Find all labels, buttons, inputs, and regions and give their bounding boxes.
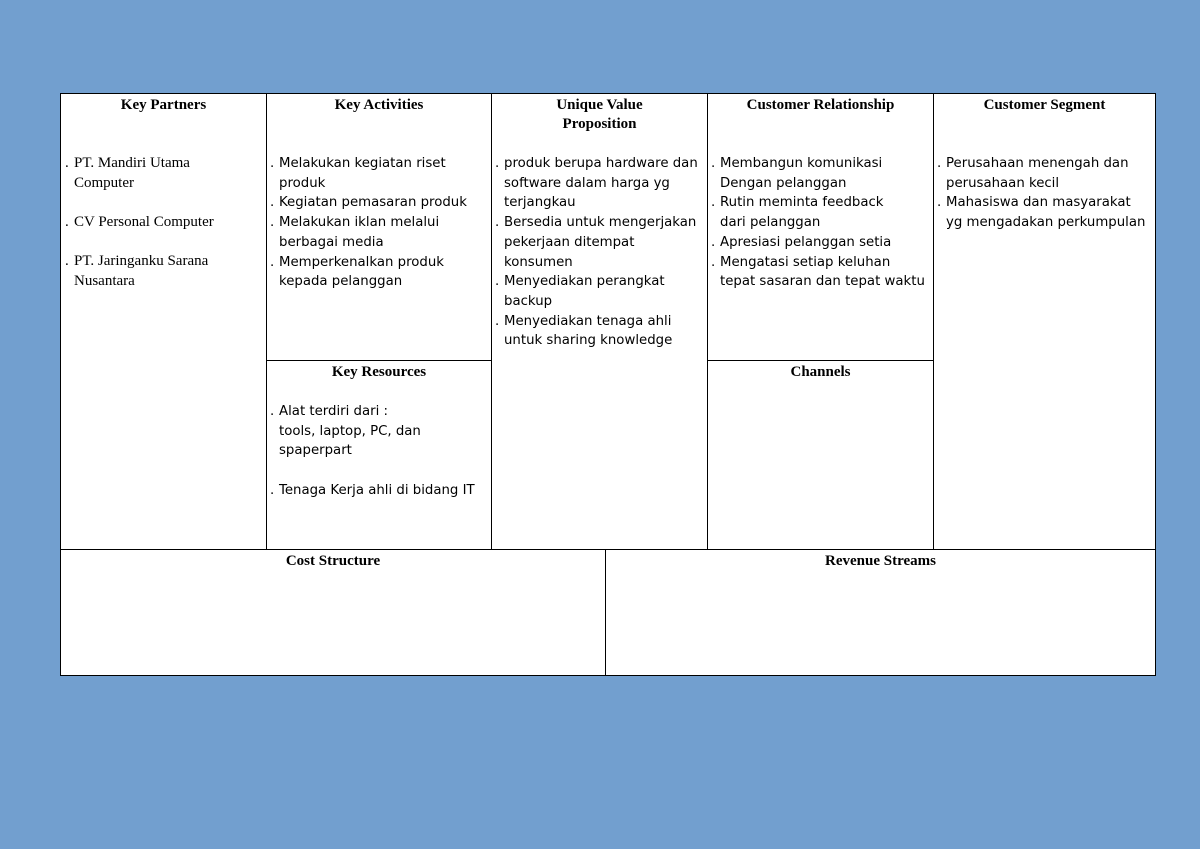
customer-relationship-title: Customer Relationship — [746, 97, 895, 113]
list-item: . Tenaga Kerja ahli di bidang IT — [270, 481, 492, 501]
customer-segment-list — [937, 154, 1155, 233]
channels-title: Channels — [790, 364, 851, 380]
list-item: . PT. Jaringanku Sarana Nusantara — [65, 252, 263, 291]
key-resources-list — [270, 402, 492, 501]
list-item: . Bersedia untuk mengerjakan pekerjaan ditempat konsumen — [495, 213, 707, 272]
channels-block — [707, 360, 934, 550]
list-item: . Perusahaan menengah dan perusahaan kecil — [937, 154, 1155, 193]
list-item: . Alat terdiri dari : tools, laptop, PC, dan spaperpart — [270, 402, 492, 461]
list-item: . PT. Mandiri Utama Computer — [65, 154, 263, 193]
key-activities-list — [270, 154, 492, 292]
list-item: . produk berupa hardware dan software dalam harga yg terjangkau — [495, 154, 707, 213]
customer-relationship-block — [707, 93, 934, 361]
list-item: . Apresiasi pelanggan setia — [711, 233, 933, 253]
key-partners-list — [65, 154, 263, 292]
revenue-streams-title: Revenue Streams — [825, 553, 936, 569]
list-item: . CV Personal Computer — [65, 213, 263, 233]
list-item: . Menyediakan perangkat backup — [495, 272, 707, 311]
list-item: . Mahasiswa dan masyarakat yg mengadakan perkumpulan — [937, 193, 1155, 232]
business-model-canvas — [60, 93, 1156, 676]
list-item: . Memperkenalkan produk kepada pelanggan — [270, 253, 492, 292]
revenue-streams-block — [605, 549, 1156, 676]
list-item: . Melakukan iklan melalui berbagai media — [270, 213, 492, 252]
customer-segment-block — [933, 93, 1156, 550]
list-item: . Menyediakan tenaga ahli untuk sharing knowledge — [495, 312, 707, 351]
value-proposition-block — [491, 93, 708, 550]
customer-segment-title: Customer Segment — [983, 97, 1106, 113]
list-item: . Membangun komunikasi Dengan pelanggan — [711, 154, 933, 193]
list-item: . Rutin meminta feedback dari pelanggan — [711, 193, 933, 232]
list-item: . Mengatasi setiap keluhan tepat sasaran dan tepat waktu — [711, 253, 933, 292]
key-partners-title: Key Partners — [120, 97, 207, 113]
key-activities-title: Key Activities — [334, 97, 424, 113]
cost-structure-title: Cost Structure — [285, 553, 381, 569]
key-resources-block — [266, 360, 492, 550]
key-activities-block — [266, 93, 492, 361]
value-proposition-list — [495, 154, 707, 351]
customer-relationship-list — [711, 154, 933, 292]
list-item: . Melakukan kegiatan riset produk — [270, 154, 492, 193]
key-partners-block — [60, 93, 267, 550]
key-resources-title: Key Resources — [331, 364, 427, 380]
cost-structure-block — [60, 549, 606, 676]
value-proposition-title: Unique Value Proposition — [556, 97, 643, 132]
list-item: . Kegiatan pemasaran produk — [270, 193, 492, 213]
